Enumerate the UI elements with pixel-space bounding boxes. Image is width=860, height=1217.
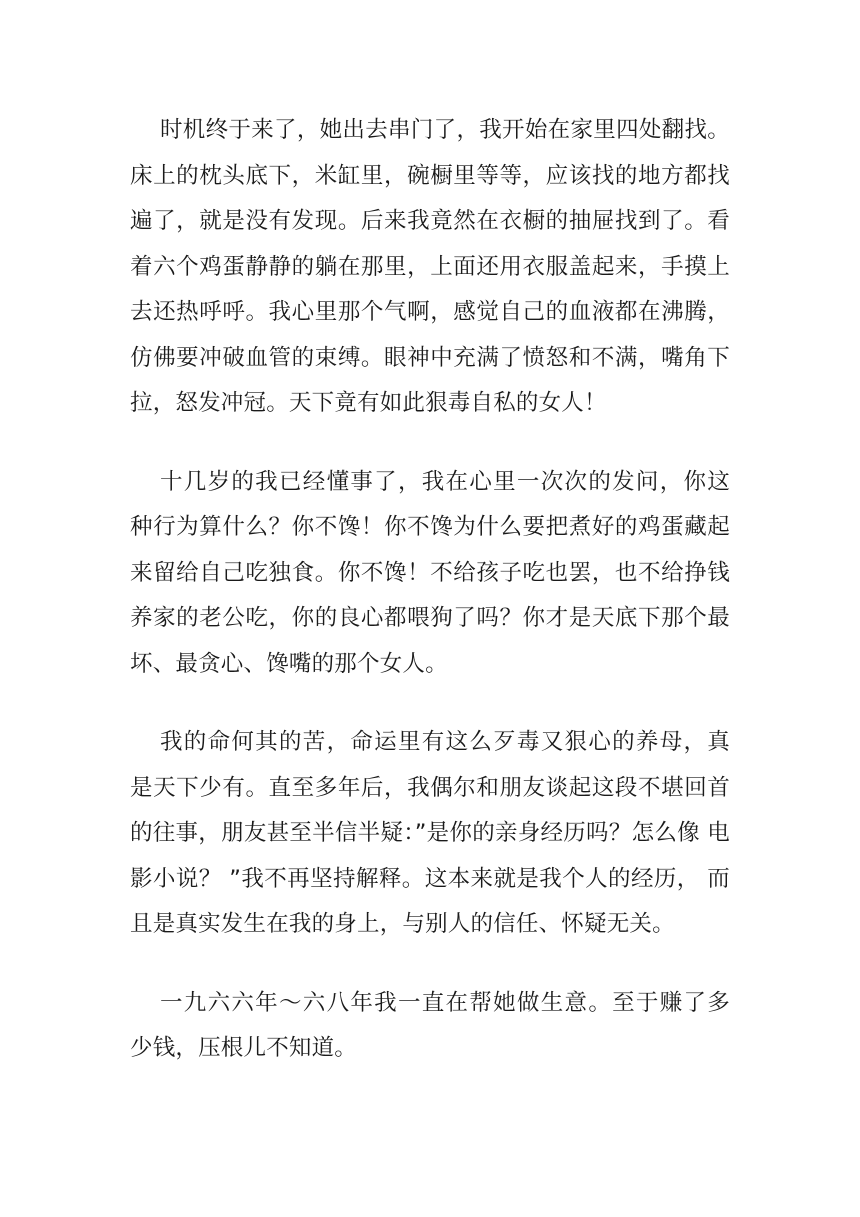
paragraph: 时机终于来了，她出去串门了，我开始在家里四处翻找。床上的枕头底下，米缸里，碗橱里等等，应该找的地方都找 遍了，就是没有发现。后来我竟然在衣橱的抽屉找到了。看 着六个鸡蛋静静的躺在那里，上面还用衣服盖起来，手摸上 去还热呼呼。我心里那个气啊，感觉自己的血液都在沸腾， 仿佛要冲破血管的束缚。眼神中充满了愤怒和不满，嘴角下 拉，怒发冲冠。天下竟有如此狠毒自私的女人！ [130, 117, 730, 416]
paragraph: 一九六六年～六八年我一直在帮她做生意。至于赚了多 少钱，压根儿不知道。 [130, 989, 730, 1061]
paragraph: 十几岁的我已经懂事了，我在心里一次次的发问，你这 种行为算什么？你不馋！你不馋为什么要把煮好的鸡蛋藏起 来留给自己吃独食。你不馋！不给孩子吃也罢，也不给挣钱 养家的老公吃，你的良心都喂狗了吗？你才是天底下那个最 坏、最贪心、馋嘴的那个女人。 [130, 468, 730, 677]
paragraph: 我的命何其的苦，命运里有这么歹毒又狠心的养母，真 是天下少有。直至多年后，我偶尔和朋友谈起这段不堪回首 的往事，朋友甚至半信半疑：”是你的亲身经历吗？怎么像 电影小说？ ”我不再坚持解释。这本来就是我个人的经历， 而且是真实发生在我的身上，与别人的信任、怀疑无关。 [130, 729, 730, 937]
document-body [130, 108, 730, 1105]
